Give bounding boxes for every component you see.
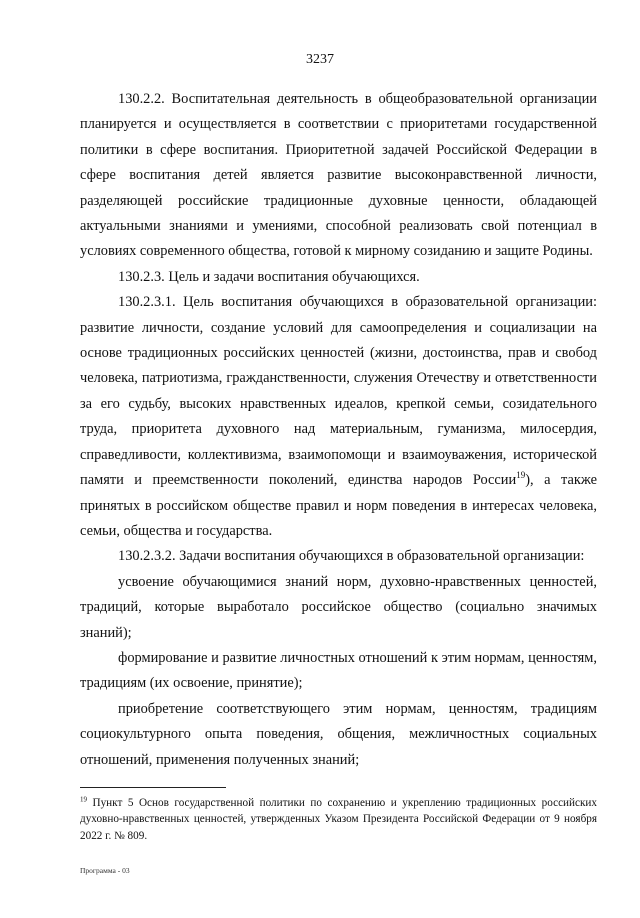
footnote-reference[interactable]: 19: [516, 470, 526, 481]
footnote: [80, 795, 597, 844]
page-number: 3237: [306, 52, 334, 67]
footnote-number: 19: [80, 795, 87, 804]
task-item-attitudes: формирование и развитие личностных отношений к этим нормам, ценностям, традициям (их освоение, принятие);: [80, 649, 597, 692]
footnote-text: Пункт 5 Основ государственной политики по сохранению и укреплению традиционных российских духовно-нравственных ценностей, утвержденных Указом Президента Российской Федерации от 9 ноября 2022 г. № 809.: [80, 797, 597, 842]
paragraph-130-2-3-1: [80, 290, 597, 544]
paragraph-130-2-3: 130.2.3. Цель и задачи воспитания обучающихся.: [118, 268, 420, 285]
main-text: [80, 87, 597, 773]
task-item-knowledge: усвоение обучающимися знаний норм, духовно-нравственных ценностей, традиций, которые выработало российское общество (социально значимых знаний);: [80, 573, 597, 641]
paragraph-text-before-footnote: 130.2.3.1. Цель воспитания обучающихся в образовательной организации: развитие личности, создание условий для самоопределения и социализации на основе традиционных российских ценностей (жизни, достоинства, прав и свобод человека, патриотизма, гражданственности, служения Отечеству и ответственности за его судьбу, высоких нравственных идеалов, крепкой семьи, созидательного труда, приоритета духовного над материальным, гуманизма, милосердия, справедливости, коллективизма, взаимопомощи и взаимоуважения, исторической памяти и преемственности поколений, единства народов России: [80, 294, 597, 489]
paragraph-130-2-3-2: 130.2.3.2. Задачи воспитания обучающихся в образовательной организации:: [118, 548, 585, 565]
task-item-experience: приобретение соответствующего этим нормам, ценностям, традициям социокультурного опыта поведения, общения, межличностных социальных отношений, применения полученных знаний;: [80, 700, 597, 768]
paragraph-text-after-footnote: ), а также принятых в российском обществе правил и норм поведения в интересах человека, семьи, общества и государства.: [80, 472, 597, 539]
footer-label: Программа - 03: [80, 866, 130, 875]
paragraph-130-2-2: 130.2.2. Воспитательная деятельность в общеобразовательной организации планируется и осуществляется в соответствии с приоритетами государственной политики в сфере воспитания. Приоритетной задачей Российской Федерации в сфере воспитания детей является развитие высоконравственной личности, разделяющей российские традиционные духовные ценности, обладающей актуальными знаниями и умениями, способной реализовать свой потенциал в условиях современного общества, готовой к мирному созиданию и защите Родины.: [80, 91, 597, 260]
footnote-divider: [80, 787, 226, 788]
